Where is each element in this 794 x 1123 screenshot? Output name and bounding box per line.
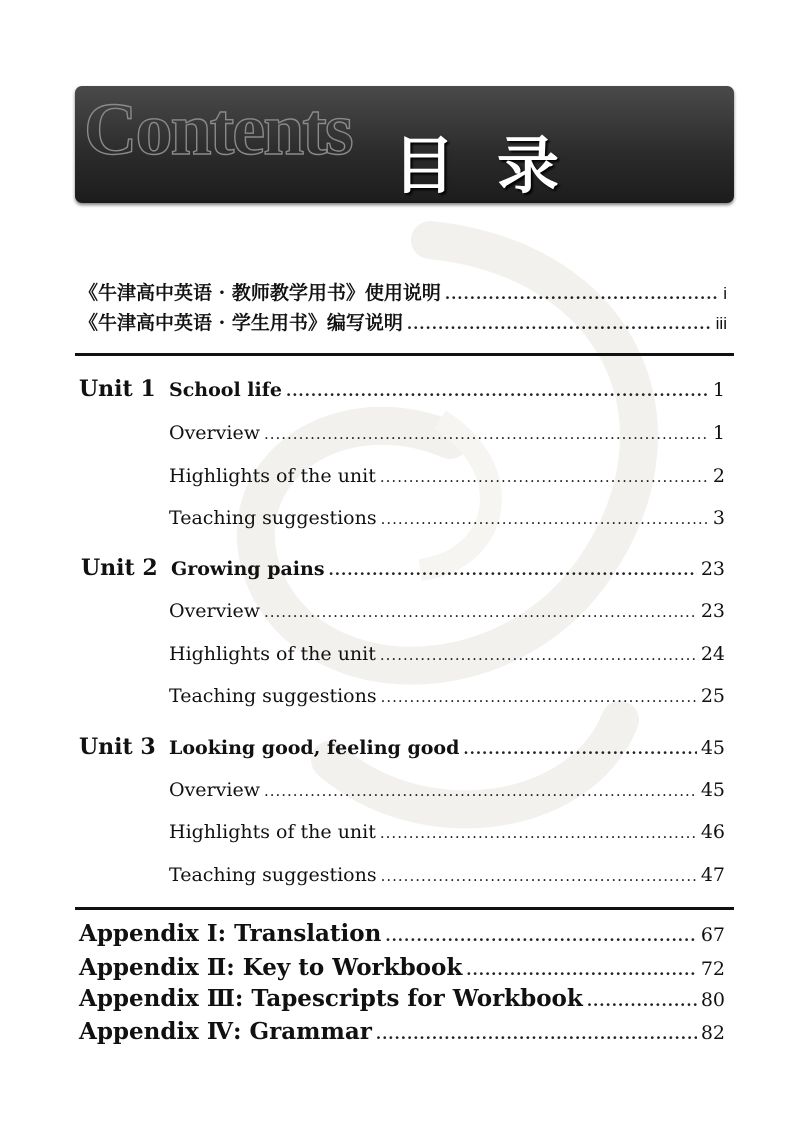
toc-entry-title: Teaching suggestions xyxy=(169,685,377,707)
toc-unit-entry[interactable] xyxy=(169,379,725,401)
unit-label: Unit 1 xyxy=(79,376,156,402)
toc-page-number: i xyxy=(723,284,727,303)
dot-leader xyxy=(381,510,709,528)
dot-leader xyxy=(376,1025,697,1043)
dot-leader xyxy=(264,603,697,621)
toc-sub-entry[interactable] xyxy=(169,600,725,622)
toc-entry-title: Overview xyxy=(169,779,260,801)
toc-entry-title: Teaching suggestions xyxy=(169,864,377,886)
toc-preface-entry[interactable] xyxy=(79,278,727,305)
dot-leader xyxy=(380,824,697,842)
toc-entry-title: Appendix Ⅰ: Translation xyxy=(79,920,382,947)
toc-entry-title: Overview xyxy=(169,422,260,444)
toc-page-number: 67 xyxy=(700,924,725,946)
toc-entry-title: School life xyxy=(169,379,282,401)
toc-entry-title: Looking good, feeling good xyxy=(169,737,460,759)
toc-entry-title: Appendix Ⅲ: Tapescripts for Workbook xyxy=(79,985,583,1012)
toc-entry-title: Teaching suggestions xyxy=(169,507,377,529)
dot-leader xyxy=(381,867,697,885)
toc-page-number: iii xyxy=(715,314,727,333)
toc-entry-title: 《牛津高中英语 · 学生用书》编写说明 xyxy=(79,312,403,334)
dot-leader xyxy=(380,646,697,664)
toc-page-number: 1 xyxy=(712,379,725,401)
toc-sub-entry[interactable] xyxy=(169,779,725,801)
toc-unit-entry[interactable] xyxy=(171,558,725,580)
toc-sub-entry[interactable] xyxy=(169,507,725,529)
toc-page-number: 25 xyxy=(700,685,725,707)
toc-appendix-entry[interactable] xyxy=(79,985,725,1012)
toc-sub-entry[interactable] xyxy=(169,465,725,487)
toc-page-number: 46 xyxy=(700,821,725,843)
toc-sub-entry[interactable] xyxy=(169,864,725,886)
toc-page-number: 1 xyxy=(712,422,725,444)
toc-entry-title: Overview xyxy=(169,600,260,622)
dot-leader xyxy=(286,382,709,400)
dot-leader xyxy=(587,992,697,1010)
banner-chinese-title: 目录 xyxy=(393,129,602,202)
section-divider xyxy=(75,353,734,356)
dot-leader xyxy=(264,782,697,800)
toc-preface-entry[interactable] xyxy=(79,308,727,335)
unit-label: Unit 2 xyxy=(81,555,158,581)
banner-english-title: Contents xyxy=(84,89,352,171)
toc-appendix-entry[interactable] xyxy=(79,1018,725,1045)
toc-unit-entry[interactable] xyxy=(169,737,725,759)
toc-entry-title: Growing pains xyxy=(171,558,325,580)
unit-label: Unit 3 xyxy=(79,734,156,760)
toc-page-number: 3 xyxy=(712,507,725,529)
toc-entry-title: Highlights of the unit xyxy=(169,821,376,843)
toc-sub-entry[interactable] xyxy=(169,685,725,707)
dot-leader xyxy=(407,315,712,333)
toc-entry-title: Appendix Ⅳ: Grammar xyxy=(79,1018,372,1045)
toc-page-number: 2 xyxy=(712,465,725,487)
toc-page-number: 23 xyxy=(700,558,725,580)
dot-leader xyxy=(264,425,709,443)
toc-sub-entry[interactable] xyxy=(169,643,725,665)
toc-page-number: 80 xyxy=(700,989,725,1011)
toc-page-number: 45 xyxy=(700,779,725,801)
toc-entry-title: Highlights of the unit xyxy=(169,643,376,665)
toc-appendix-entry[interactable] xyxy=(79,954,725,981)
toc-page-number: 47 xyxy=(700,864,725,886)
toc-page-number: 82 xyxy=(700,1022,725,1044)
toc-entry-title: Highlights of the unit xyxy=(169,465,376,487)
toc-page-number: 72 xyxy=(700,958,725,980)
toc-entry-title: Appendix Ⅱ: Key to Workbook xyxy=(79,954,463,981)
toc-sub-entry[interactable] xyxy=(169,422,725,444)
dot-leader xyxy=(381,688,697,706)
dot-leader xyxy=(329,561,697,579)
dot-leader xyxy=(463,740,696,758)
toc-appendix-entry[interactable] xyxy=(79,920,725,947)
dot-leader xyxy=(380,468,709,486)
toc-page-number: 45 xyxy=(700,737,725,759)
toc-page-number: 24 xyxy=(700,643,725,665)
toc-page-number: 23 xyxy=(700,600,725,622)
dot-leader xyxy=(466,961,697,979)
dot-leader xyxy=(385,927,696,945)
toc-entry-title: 《牛津高中英语 · 教师教学用书》使用说明 xyxy=(79,282,441,304)
section-divider xyxy=(75,907,734,910)
contents-banner xyxy=(75,86,734,203)
toc-sub-entry[interactable] xyxy=(169,821,725,843)
dot-leader xyxy=(445,285,719,303)
